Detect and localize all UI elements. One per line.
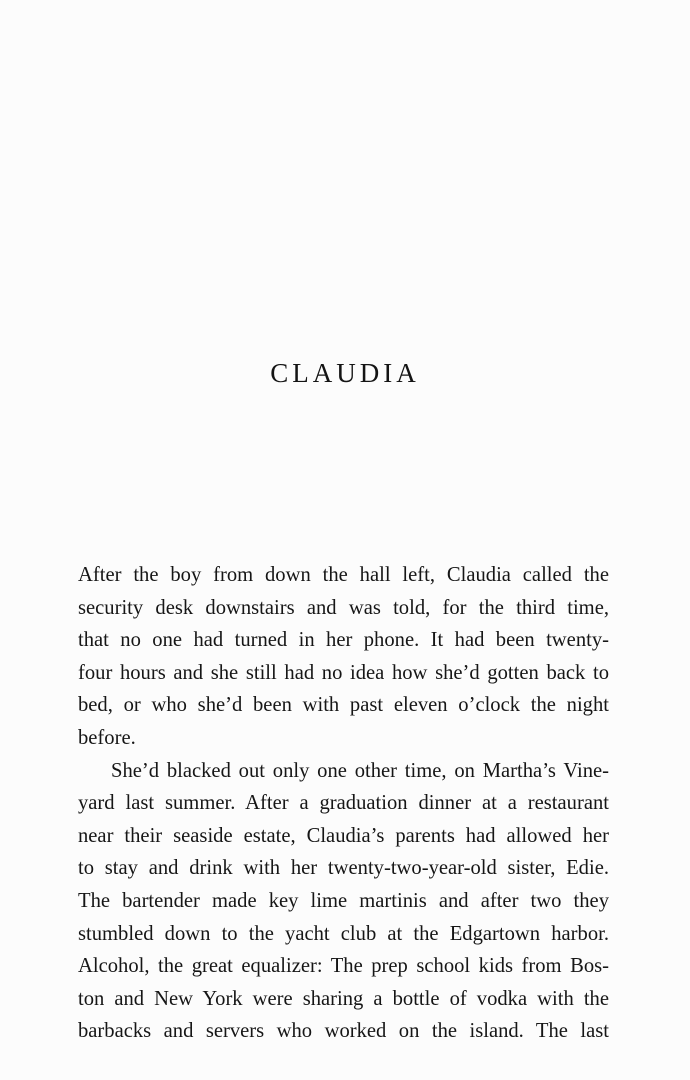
text-line: to stay and drink with her twenty-two-year-old sister, Edie.	[78, 857, 609, 880]
text-line: The bartender made key lime martinis and after two they	[78, 889, 609, 912]
text-line: ton and New York were sharing a bottle of vodka with the	[78, 987, 609, 1010]
text-line: that no one had turned in her phone. It had been twenty-	[78, 629, 609, 652]
text-line: Alcohol, the great equalizer: The prep school kids from Bos-	[78, 955, 609, 978]
text-line: yard last summer. After a graduation dinner at a restaurant	[78, 792, 609, 815]
text-line: bed, or who she’d been with past eleven o’clock the night	[78, 694, 609, 717]
text-line: barbacks and servers who worked on the island. The last	[78, 1020, 609, 1043]
text-line: near their seaside estate, Claudia’s parents had allowed her	[78, 824, 609, 847]
text-line: security desk downstairs and was told, for the third time,	[78, 596, 609, 619]
body-text	[78, 559, 609, 1048]
text-line: She’d blacked out only one other time, on Martha’s Vine-	[111, 759, 609, 782]
text-line: before.	[78, 726, 136, 749]
chapter-title: CLAUDIA	[270, 358, 420, 388]
text-line: four hours and she still had no idea how she’d gotten back to	[78, 661, 609, 684]
text-line: After the boy from down the hall left, Claudia called the	[78, 564, 609, 586]
text-line: stumbled down to the yacht club at the Edgartown harbor.	[78, 922, 609, 945]
